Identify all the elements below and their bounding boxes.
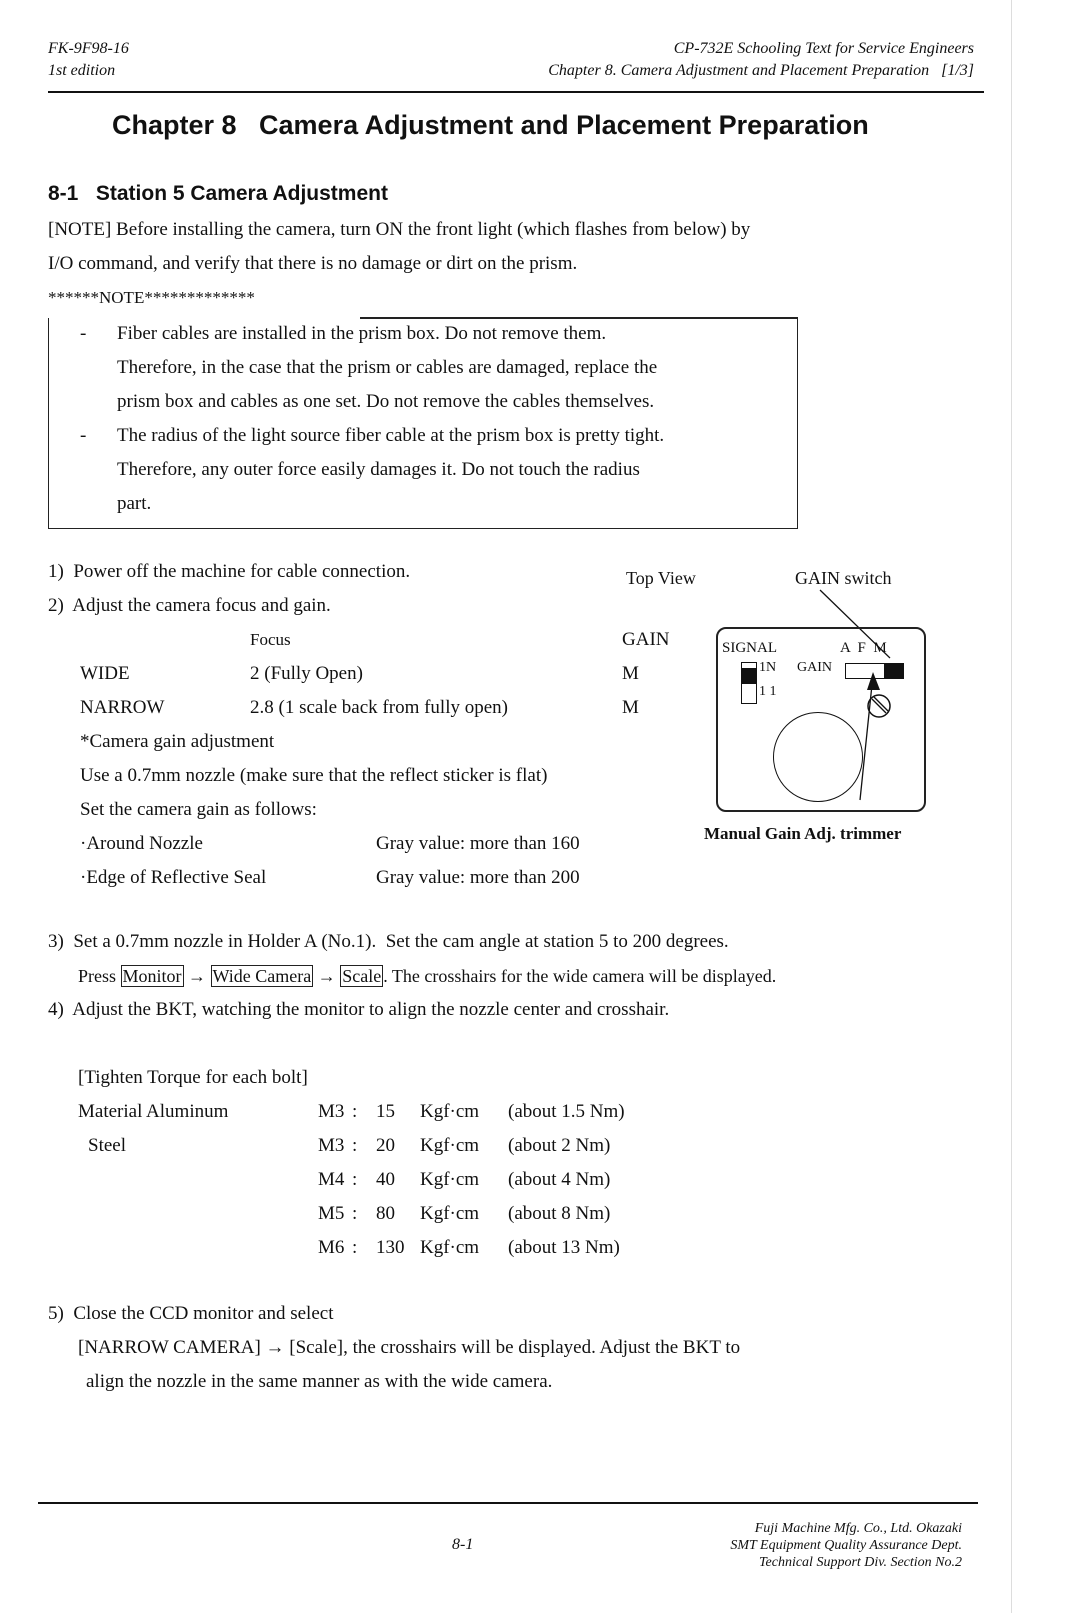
note-item-1-line-3: prism box and cables as one set. Do not remove the cables themselves. [117,391,655,412]
torque-nm: (about 8 Nm) [508,1203,611,1224]
gain-switch-text: GAIN [797,660,832,675]
section-title: 8-1 Station 5 Camera Adjustment [48,182,388,205]
step-5-line-1: 5) Close the CCD monitor and select [48,1303,334,1324]
torque-colon: : [352,1237,358,1258]
torque-size: M3 [318,1101,345,1122]
step-3-tail: . The crosshairs for the wide camera will be displayed. [383,966,777,986]
top-view-label: Top View [626,568,696,588]
edge-seal-label: ·Edge of Reflective Seal [80,867,267,888]
step-3-line-1: 3) Set a 0.7mm nozzle in Holder A (No.1). Set the cam angle at station 5 to 200 degrees. [48,931,729,952]
footer-rule [38,1502,978,1504]
footer-company: Fuji Machine Mfg. Co., Ltd. Okazaki [754,1521,962,1536]
torque-value: 20 [376,1135,395,1156]
gain-switch [845,663,904,679]
note-line-2: I/O command, and verify that there is no damage or dirt on the prism. [48,253,578,274]
edge-seal-value: Gray value: more than 200 [376,867,580,888]
torque-nm: (about 1.5 Nm) [508,1101,625,1122]
note-item-2-line-3: part. [117,493,152,514]
footer-dept: SMT Equipment Quality Assurance Dept. [730,1538,962,1553]
note-line-1: [NOTE] Before installing the camera, turn ON the front light (which flashes from below) by [48,219,751,240]
step-4: 4) Adjust the BKT, watching the monitor to align the nozzle center and crosshair. [48,999,670,1020]
scale-button[interactable]: Scale [342,966,382,986]
bullet: - [80,323,87,344]
trimmer-label: Manual Gain Adj. trimmer [704,824,902,843]
torque-unit: Kgf·cm [420,1237,480,1258]
note-banner: ******NOTE************* [48,288,255,307]
torque-value: 15 [376,1101,395,1122]
torque-unit: Kgf·cm [420,1203,480,1224]
signal-switch-knob [742,668,756,684]
wide-gain: M [622,663,639,684]
narrow-focus: 2.8 (1 scale back from fully open) [250,697,508,718]
narrow-gain: M [622,697,639,718]
note-item-1-line-2: Therefore, in the case that the prism or cables are damaged, replace the [117,357,658,378]
torque-size: M3 [318,1135,345,1156]
note-item-2-line-2: Therefore, any outer force easily damages it. Do not touch the radius [117,459,640,480]
step-5-line-3: align the nozzle in the same manner as with the wide camera. [86,1371,553,1392]
torque-unit: Kgf·cm [420,1101,480,1122]
torque-value: 80 [376,1203,395,1224]
step-3-line-2 [78,964,776,988]
torque-material: Steel [88,1135,126,1156]
torque-nm: (about 4 Nm) [508,1169,611,1190]
torque-unit: Kgf·cm [420,1169,480,1190]
torque-value: 40 [376,1169,395,1190]
step-2: 2) Adjust the camera focus and gain. [48,595,331,616]
torque-nm: (about 13 Nm) [508,1237,620,1258]
in-label: 1N [759,660,777,675]
around-nozzle-value: Gray value: more than 160 [376,833,580,854]
wide-label: WIDE [80,663,130,684]
gain-switch-label: GAIN switch [795,568,892,588]
signal-label: SIGNAL [722,640,777,656]
doc-title: CP-732E Schooling Text for Service Engineers [673,40,974,57]
torque-unit: Kgf·cm [420,1135,480,1156]
gain-adj-line-2: Set the camera gain as follows: [80,799,317,820]
note-item-1-line-1: Fiber cables are installed in the prism box. Do not remove them. [117,323,607,344]
out-label: 1 1 [759,684,777,699]
gain-adj-line-1: Use a 0.7mm nozzle (make sure that the reflect sticker is flat) [80,765,548,786]
torque-material: Material Aluminum [78,1101,229,1122]
press-text: Press [78,966,117,986]
around-nozzle-label: ·Around Nozzle [80,833,203,854]
torque-nm: (about 2 Nm) [508,1135,611,1156]
edition: 1st edition [48,62,116,79]
doc-id: FK-9F98-16 [48,40,129,57]
page-number: 8-1 [452,1536,474,1553]
signal-switch [741,662,757,704]
torque-colon: : [352,1203,358,1224]
torque-colon: : [352,1101,358,1122]
torque-size: M5 [318,1203,345,1224]
chapter-ref: Chapter 8. Camera Adjustment and Placement Preparation [1/3] [548,62,974,79]
monitor-button[interactable]: Monitor [122,966,182,986]
scan-margin-line [1011,0,1012,1613]
arrow-icon: → [317,966,336,986]
narrow-label: NARROW [80,697,165,718]
wide-focus: 2 (Fully Open) [250,663,363,684]
torque-colon: : [352,1169,358,1190]
lens-circle [773,712,863,802]
bullet: - [80,425,87,446]
step-5-line-2: [NARROW CAMERA] → [Scale], the crosshairs will be displayed. Adjust the BKT to [78,1337,741,1358]
torque-value: 130 [376,1237,405,1258]
afm-label: A F M [840,640,887,656]
gain-adj-title: *Camera gain adjustment [80,731,275,752]
header-rule [48,91,984,93]
chapter-title: Chapter 8 Camera Adjustment and Placement Preparation [112,110,869,140]
trimmer-screw-icon [866,693,892,719]
torque-colon: : [352,1135,358,1156]
step-1: 1) Power off the machine for cable connection. [48,561,411,582]
wide-camera-button[interactable]: Wide Camera [212,966,312,986]
torque-size: M6 [318,1237,345,1258]
gain-header: GAIN [622,629,670,650]
arrow-icon: → [188,966,207,986]
note-item-2-line-1: The radius of the light source fiber cable at the prism box is pretty tight. [117,425,665,446]
focus-header: Focus [250,630,291,649]
torque-title: [Tighten Torque for each bolt] [78,1067,308,1088]
footer-division: Technical Support Div. Section No.2 [759,1555,962,1570]
torque-size: M4 [318,1169,345,1190]
gain-switch-knob-m [884,664,903,678]
